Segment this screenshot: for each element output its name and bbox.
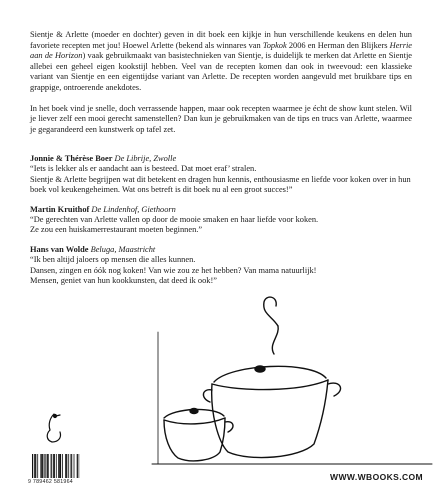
barcode-bar (77, 454, 78, 478)
quote-line: Sientje & Arlette begrijpen wat dit betekent en dragen hun kennis, enthousiasme en liefde voor koken over in hun boek vol keukengeheimen. Wat ons betreft is dit boek nu al een groot succes!” (30, 174, 411, 195)
large-pot-handle (328, 383, 341, 396)
barcode-bar (53, 454, 54, 478)
small-pot-rim (164, 418, 225, 424)
review-boer (30, 154, 412, 196)
reviewer-name: Jonnie & Thérèse Boer (30, 154, 113, 163)
barcode-bar (51, 454, 52, 478)
barcode-bar (41, 454, 42, 478)
barcode-bar (35, 454, 36, 478)
barcode-bar (37, 454, 38, 478)
steam-tail (272, 326, 278, 354)
small-pot-handle (225, 422, 233, 432)
intro-paragraph-1 (30, 30, 412, 94)
quote-line: Dansen, zingen en óók nog koken! Van wie zou ze het hebben? Van mama natuurlijk! (30, 265, 317, 275)
review-van-wolde (30, 245, 412, 287)
reviewer-name: Martin Kruithof (30, 204, 90, 214)
isbn-number: 9 789462 581964 (28, 479, 73, 485)
barcode-bar (44, 454, 45, 478)
barcode-bar (78, 454, 79, 478)
barcode-bar (48, 454, 49, 478)
reviewer-restaurant: Beluga, Maastricht (90, 244, 156, 254)
quote-line: Ze zou een huiskamerrestaurant moeten beginnen.” (30, 225, 203, 235)
reviews-section (30, 154, 412, 295)
large-lid (214, 366, 326, 382)
intro-text: ) vaak gebruikmaakt van basistechnieken van Sientje, is duidelijk te merken dat Arlette en Sientje allebei een geheel eigen kookstijl hebben. Veel van de recepten komen dan ook in tweevoud: een klassieke variant van Sientje en een eigentijdse variant van Arlette. De recepten worden aangevuld met bruikbare tips en grappige, ontroerende anekdotes. (30, 51, 412, 92)
barcode-bar (65, 454, 66, 478)
quote-line: “Iets is lekker als er aandacht aan is besteed. Dat moet eraf’ stralen. (30, 164, 257, 174)
large-pot-rim (212, 380, 328, 390)
show-title-herrie: Herrie aan de Horizon (30, 40, 412, 61)
barcode-bar (71, 454, 72, 478)
quote-line: “De gerechten van Arlette vallen op door de mooie smaken en haar liefde voor koken. (30, 215, 319, 225)
barcode-bar (62, 454, 63, 478)
small-lid-knob (190, 409, 198, 414)
reviewer-name: Hans van Wolde (30, 244, 89, 254)
intro-text: 2006 en Herman den Blijkers (286, 40, 390, 50)
intro-text: Sientje & Arlette (moeder en dochter) geven in dit boek een kijkje in hun verschillende keukens en delen hun favoriete recepten met jou! Hoewel Arlette (bekend als winnares van (30, 30, 412, 50)
review-kruithof (30, 205, 412, 236)
barcode-bar (59, 454, 60, 478)
barcode-bar (68, 454, 69, 478)
barcode-bar (40, 454, 41, 478)
barcode-bar (74, 454, 75, 478)
barcode-bar (66, 454, 67, 478)
barcode-bar (54, 454, 55, 478)
cooking-pots-illustration (150, 292, 435, 467)
barcode-bar (47, 454, 48, 478)
barcode-bar (43, 454, 44, 478)
intro-paragraph-2: In het boek vind je snelle, doch verrassende happen, maar ook recepten waarmee je écht de show kunt stelen. Wil je liever zelf een mooi gerecht samenstellen? Dan kun je gebruikmaken van de tips en trucs van Arlette, waarmee je gegarandeerd een kunstwerk op tafel zet. (30, 103, 412, 134)
reviewer-restaurant: De Librije, Zwolle (114, 154, 177, 163)
review-quote (30, 215, 412, 236)
show-title-topkok: Topkok (262, 40, 287, 50)
barcode-bar (58, 454, 59, 478)
barcode-bar (60, 454, 61, 478)
barcode-bar (71, 454, 72, 478)
barcode-bar (32, 454, 33, 478)
review-quote (30, 255, 412, 286)
barcode-bar (56, 454, 57, 478)
large-pot-body (212, 380, 328, 458)
barcode-bar (34, 454, 35, 478)
quote-line: Mensen, geniet van hun kookkunsten, dat deed ik ook!” (30, 276, 217, 286)
back-cover-blurb (30, 30, 412, 145)
reviewer-restaurant: De Lindenhof, Giethoorn (91, 204, 176, 214)
review-quote (30, 164, 412, 195)
quote-line: “Ik ben altijd jaloers op mensen die alles kunnen. (30, 255, 196, 265)
publisher-website: WWW.WBOOKS.COM (330, 472, 423, 482)
steam-curl (264, 297, 278, 326)
large-pot-handle-left (203, 390, 212, 402)
large-lid-knob (255, 366, 265, 372)
